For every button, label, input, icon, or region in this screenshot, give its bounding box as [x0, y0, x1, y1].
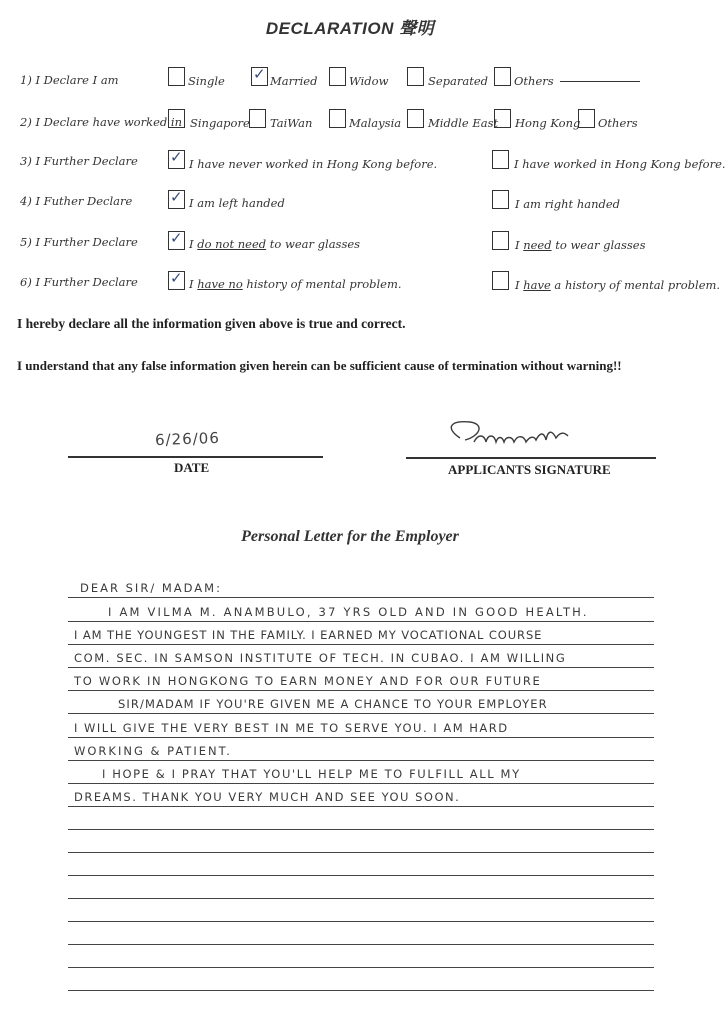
letter-line-4: COM. SEC. IN SAMSON INSTITUTE OF TECH. IN CUBAO. I AM WILLING	[74, 651, 567, 665]
letter-line-9: I HOPE & I PRAY THAT YOU'LL HELP ME TO FULFILL ALL MY	[102, 767, 521, 781]
letter-title: Personal Letter for the Employer	[241, 528, 459, 545]
checkbox-mental-history[interactable]	[492, 271, 509, 290]
signature-line[interactable]	[406, 457, 656, 459]
checkbox-others-country[interactable]	[578, 109, 595, 128]
declaration-title: DECLARATION 聲明	[265, 19, 435, 38]
option-widow: Widow	[349, 74, 389, 88]
checkbox-taiwan[interactable]	[249, 109, 266, 128]
row-5-label: 5) I Further Declare	[20, 235, 138, 249]
option-separated: Separated	[428, 74, 489, 88]
letter-rule	[68, 760, 654, 761]
statement-false-information: I understand that any false information given herein can be sufficient cause of termination without warning!!	[17, 358, 622, 373]
applicant-signature	[440, 418, 580, 458]
date-line[interactable]	[68, 456, 323, 458]
checkbox-need-glasses[interactable]	[492, 231, 509, 250]
row-1-label: 1) I Declare I am	[20, 73, 119, 87]
option-married: Married	[270, 74, 318, 88]
letter-line-6: SIR/MADAM IF YOU'RE GIVEN ME A CHANCE TO YOUR EMPLOYER	[118, 697, 548, 711]
checkbox-right-handed[interactable]	[492, 190, 509, 209]
option-others-status: Others	[514, 74, 640, 88]
letter-rule	[68, 921, 654, 922]
option-others-country: Others	[598, 116, 638, 130]
row-3-label: 3) I Further Declare	[20, 154, 138, 168]
letter-line-3: I AM THE YOUNGEST IN THE FAMILY. I EARNED MY VOCATIONAL COURSE	[74, 628, 543, 642]
checkbox-separated[interactable]	[407, 67, 424, 86]
option-no-mental-history: I have no history of mental problem.	[189, 277, 402, 291]
option-singapore: Singapore	[190, 116, 250, 130]
letter-rule	[68, 990, 654, 991]
date-label: DATE	[174, 460, 210, 475]
others-blank-line[interactable]	[560, 81, 640, 82]
checkbox-left-handed[interactable]	[168, 190, 185, 209]
letter-rule	[68, 737, 654, 738]
letter-rule	[68, 944, 654, 945]
row-6-label: 6) I Further Declare	[20, 275, 138, 289]
letter-rule	[68, 690, 654, 691]
letter-line-10: DREAMS. THANK YOU VERY MUCH AND SEE YOU SOON.	[74, 790, 461, 804]
date-value: 6/26/06	[154, 428, 221, 450]
option-worked-hk: I have worked in Hong Kong before.	[514, 157, 726, 171]
checkmark-icon: ✓	[170, 188, 183, 206]
checkmark-icon: ✓	[170, 229, 183, 247]
checkbox-no-mental-history[interactable]	[168, 271, 185, 290]
letter-rule	[68, 597, 654, 598]
option-left-handed: I am left handed	[189, 196, 285, 210]
checkmark-icon: ✓	[170, 269, 183, 287]
checkbox-worked-hk[interactable]	[492, 150, 509, 169]
option-middle-east: Middle East	[428, 116, 499, 130]
option-need-glasses: I need to wear glasses	[515, 238, 646, 252]
letter-line-2: I AM VILMA M. ANAMBULO, 37 YRS OLD AND IN GOOD HEALTH.	[108, 605, 589, 619]
statement-true-correct: I hereby declare all the information given above is true and correct.	[17, 316, 406, 331]
checkmark-icon: ✓	[253, 65, 266, 83]
option-malaysia: Malaysia	[349, 116, 402, 130]
option-no-glasses: I do not need to wear glasses	[189, 237, 361, 251]
letter-rule	[68, 783, 654, 784]
option-never-worked-hk: I have never worked in Hong Kong before.	[189, 157, 438, 171]
letter-rule	[68, 829, 654, 830]
row-4-label: 4) I Futher Declare	[20, 194, 133, 208]
checkbox-widow[interactable]	[329, 67, 346, 86]
letter-rule	[68, 898, 654, 899]
letter-rule	[68, 644, 654, 645]
checkbox-single[interactable]	[168, 67, 185, 86]
checkbox-no-glasses[interactable]	[168, 231, 185, 250]
letter-rule	[68, 713, 654, 714]
checkbox-malaysia[interactable]	[329, 109, 346, 128]
checkbox-married[interactable]	[251, 67, 268, 86]
checkbox-singapore[interactable]	[168, 109, 185, 128]
option-single: Single	[188, 74, 225, 88]
letter-line-5: TO WORK IN HONGKONG TO EARN MONEY AND FOR OUR FUTURE	[74, 674, 542, 688]
letter-line-7: I WILL GIVE THE VERY BEST IN ME TO SERVE YOU. I AM HARD	[74, 721, 509, 735]
row-2-label: 2) I Declare have worked in	[20, 115, 182, 129]
letter-rule	[68, 967, 654, 968]
checkbox-never-worked-hk[interactable]	[168, 150, 185, 169]
letter-rule	[68, 621, 654, 622]
option-hong-kong: Hong Kong	[515, 116, 581, 130]
option-taiwan: TaiWan	[270, 116, 313, 130]
letter-rule	[68, 852, 654, 853]
option-right-handed: I am right handed	[515, 197, 621, 211]
signature-label: APPLICANTS SIGNATURE	[448, 462, 611, 477]
letter-rule	[68, 875, 654, 876]
letter-line-1: DEAR SIR/ MADAM:	[80, 581, 222, 595]
option-mental-history: I have a history of mental problem.	[515, 278, 721, 292]
checkbox-hong-kong[interactable]	[494, 109, 511, 128]
letter-rule	[68, 806, 654, 807]
checkmark-icon: ✓	[170, 148, 183, 166]
checkbox-others-status[interactable]	[494, 67, 511, 86]
checkbox-middle-east[interactable]	[407, 109, 424, 128]
letter-line-8: WORKING & PATIENT.	[74, 744, 232, 758]
letter-rule	[68, 667, 654, 668]
